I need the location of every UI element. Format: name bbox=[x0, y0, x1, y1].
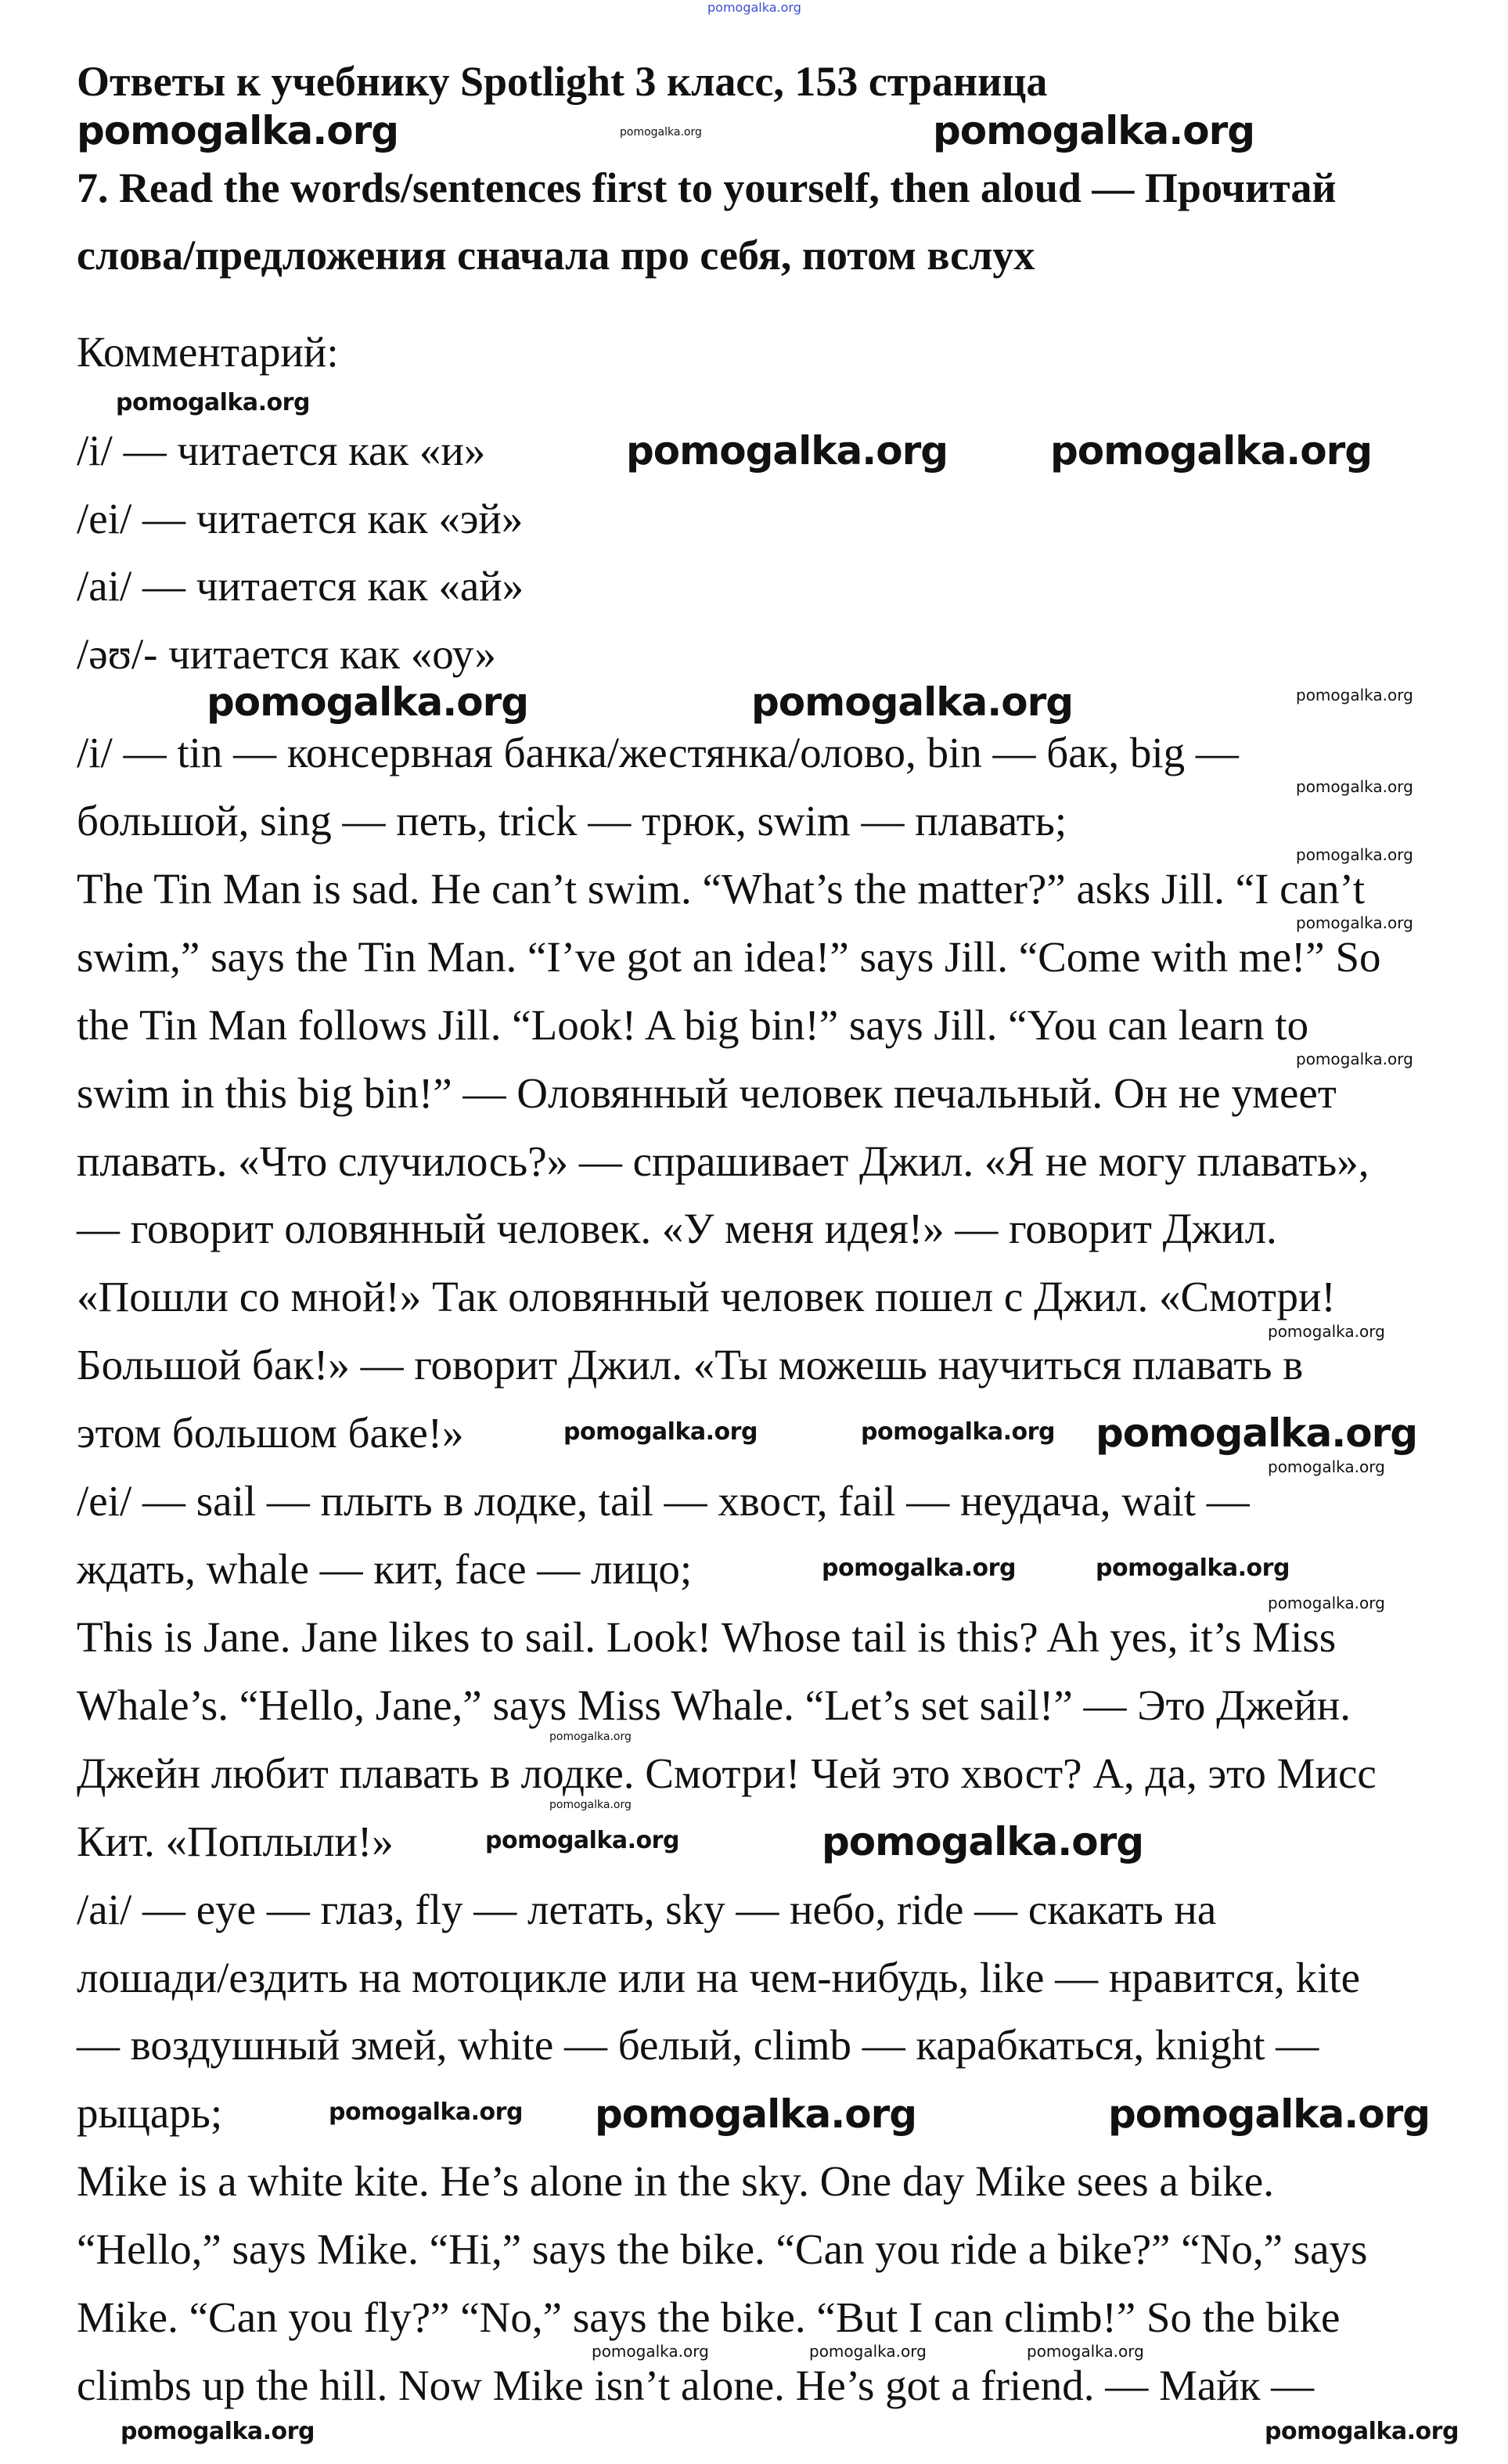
watermark: pomogalka.org bbox=[861, 1418, 1055, 1446]
body-text-line: “Hello,” says Mike. “Hi,” says the bike. “Can you ride a bike?” “No,” says bbox=[77, 2225, 1368, 2273]
watermark: pomogalka.org bbox=[1268, 1457, 1385, 1476]
watermark: pomogalka.org bbox=[1027, 2342, 1144, 2361]
watermark: pomogalka.org bbox=[549, 1731, 632, 1743]
watermark: pomogalka.org bbox=[809, 2342, 927, 2361]
watermark: pomogalka.org bbox=[1296, 686, 1413, 704]
watermark: pomogalka.org bbox=[329, 2098, 523, 2126]
watermark: pomogalka.org bbox=[77, 108, 399, 153]
task-heading-line-1: 7. Read the words/sentences first to yourself, then aloud — Прочитай bbox=[77, 164, 1337, 211]
comment-line: /əʊ/- читается как «оу» bbox=[77, 630, 497, 678]
watermark: pomogalka.org bbox=[207, 679, 529, 725]
body-text-line: /ei/ — sail — плыть в лодке, tail — хвост, fail — неудача, wait — bbox=[77, 1477, 1250, 1525]
body-text-line: swim,” says the Tin Man. “I’ve got an idea!” says Jill. “Come with me!” So bbox=[77, 933, 1381, 981]
body-text-line: этом большом баке!» bbox=[77, 1409, 464, 1457]
watermark: pomogalka.org bbox=[1050, 428, 1373, 474]
watermark: pomogalka.org bbox=[116, 389, 310, 416]
body-text-line: лошади/ездить на мотоцикле или на чем-нибудь, like — нравится, kite bbox=[77, 1954, 1361, 2001]
body-text-line: Кит. «Поплыли!» bbox=[77, 1817, 394, 1865]
watermark: pomogalka.org bbox=[121, 2418, 315, 2445]
body-text-line: /i/ — tin — консервная банка/жестянка/олово, bin — бак, big — bbox=[77, 729, 1239, 776]
watermark: pomogalka.org bbox=[592, 2342, 709, 2361]
body-text-line: climbs up the hill. Now Mike isn’t alone. He’s got a friend. — Майк — bbox=[77, 2361, 1315, 2409]
body-text-line: рыцарь; bbox=[77, 2089, 223, 2137]
watermark: pomogalka.org bbox=[1296, 777, 1413, 796]
watermark: pomogalka.org bbox=[1096, 1410, 1418, 1456]
comment-label: Комментарий: bbox=[77, 328, 339, 376]
watermark: pomogalka.org bbox=[1296, 913, 1413, 932]
watermark: pomogalka.org bbox=[1108, 2091, 1431, 2137]
body-text-line: ждать, whale — кит, face — лицо; bbox=[77, 1545, 693, 1593]
body-text-line: This is Jane. Jane likes to sail. Look! Whose tail is this? Ah yes, it’s Miss bbox=[77, 1613, 1337, 1661]
body-text-line: swim in this big bin!” — Оловянный человек печальный. Он не умеет bbox=[77, 1069, 1337, 1117]
comment-line: /ei/ — читается как «эй» bbox=[77, 495, 524, 542]
comment-line: /ai/ — читается как «ай» bbox=[77, 562, 524, 610]
watermark: pomogalka.org bbox=[751, 679, 1074, 725]
watermark: pomogalka.org bbox=[1268, 1322, 1385, 1341]
body-text-line: Mike is a white kite. He’s alone in the sky. One day Mike sees a bike. bbox=[77, 2157, 1274, 2205]
watermark: pomogalka.org bbox=[1296, 1050, 1413, 1068]
watermark: pomogalka.org bbox=[549, 1799, 632, 1811]
page-title: Ответы к учебнику Spotlight 3 класс, 153 страница bbox=[77, 58, 1048, 105]
body-text-line: — говорит оловянный человек. «У меня идея!» — говорит Джил. bbox=[77, 1205, 1277, 1252]
watermark: pomogalka.org bbox=[1096, 1554, 1290, 1582]
body-text-line: «Пошли со мной!» Так оловянный человек пошел с Джил. «Смотри! bbox=[77, 1273, 1336, 1320]
body-text-line: плавать. «Что случилось?» — спрашивает Джил. «Я не могу плавать», bbox=[77, 1137, 1369, 1185]
body-text-line: Джейн любит плавать в лодке. Смотри! Чей это хвост? А, да, это Мисс bbox=[77, 1749, 1377, 1797]
watermark: pomogalka.org bbox=[563, 1418, 758, 1446]
body-text-line: The Tin Man is sad. He can’t swim. “What’s the matter?” asks Jill. “I can’t bbox=[77, 865, 1366, 913]
body-text-line: — воздушный змей, white — белый, climb — карабкаться, knight — bbox=[77, 2021, 1319, 2069]
watermark: pomogalka.org bbox=[1296, 845, 1413, 864]
body-text-line: Большой бак!» — говорит Джил. «Ты можешь научиться плавать в bbox=[77, 1341, 1304, 1389]
watermark: pomogalka.org bbox=[1265, 2418, 1459, 2445]
watermark: pomogalka.org bbox=[595, 2091, 917, 2137]
watermark: pomogalka.org bbox=[626, 428, 948, 474]
watermark: pomogalka.org bbox=[822, 1554, 1016, 1582]
body-text-line: Whale’s. “Hello, Jane,” says Miss Whale. “Let’s set sail!” — Это Джейн. bbox=[77, 1681, 1351, 1729]
watermark: pomogalka.org bbox=[822, 1819, 1144, 1864]
watermark: pomogalka.org bbox=[620, 126, 702, 139]
watermark: pomogalka.org bbox=[1268, 1594, 1385, 1612]
watermark: pomogalka.org bbox=[485, 1827, 679, 1854]
task-heading-line-2: слова/предложения сначала про себя, потом вслух bbox=[77, 232, 1035, 279]
comment-line: /i/ — читается как «и» bbox=[77, 427, 486, 474]
body-text-line: the Tin Man follows Jill. “Look! A big bin!” says Jill. “You can learn to bbox=[77, 1001, 1309, 1049]
body-text-line: /ai/ — eye — глаз, fly — летать, sky — небо, ride — скакать на bbox=[77, 1886, 1217, 1933]
body-text-line: Mike. “Can you fly?” “No,” says the bike. “But I can climb!” So the bike bbox=[77, 2293, 1341, 2341]
watermark: pomogalka.org bbox=[707, 0, 801, 15]
watermark: pomogalka.org bbox=[933, 108, 1255, 153]
body-text-line: большой, sing — петь, trick — трюк, swim — плавать; bbox=[77, 797, 1067, 845]
